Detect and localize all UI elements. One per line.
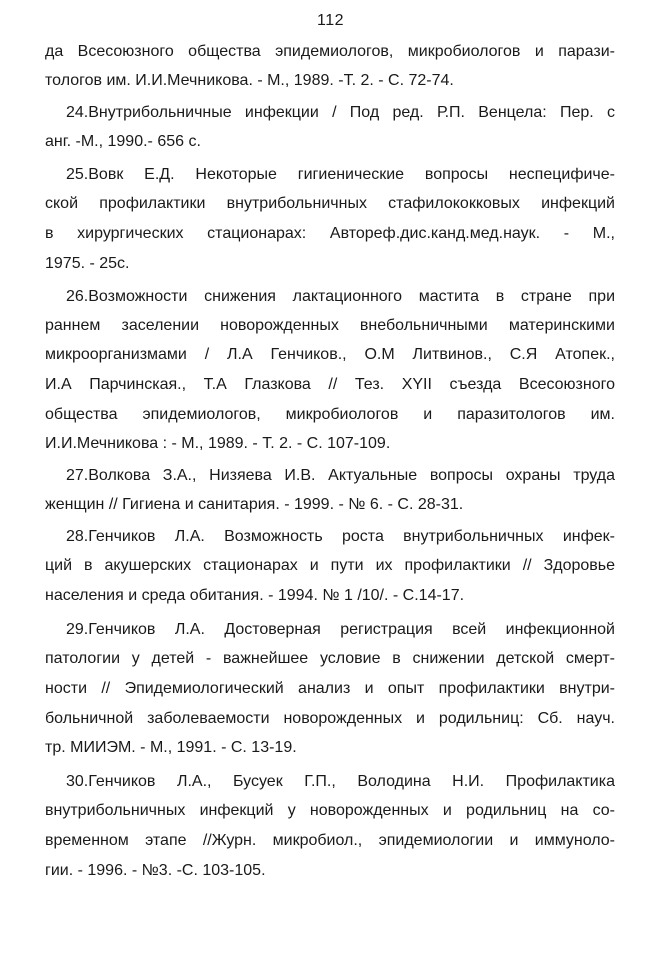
reference-line: 28.Генчиков Л.А. Возможность роста внутрибольничных инфек- xyxy=(66,528,615,545)
reference-line: И.А Парчинская., Т.А Глазкова // Тез. XYII съезда Всесоюзного xyxy=(45,376,615,393)
reference-line: 30.Генчиков Л.А., Бусуек Г.П., Володина Н.И. Профилактика xyxy=(66,773,615,790)
reference-line: внутрибольничных инфекций у новорожденных и родильниц на со- xyxy=(45,802,615,819)
reference-line: 24.Внутрибольничные инфекции / Под ред. Р.П. Венцела: Пер. с xyxy=(66,104,615,121)
reference-line: раннем заселении новорожденных внебольничными материнскими xyxy=(45,317,615,334)
reference-line: патологии у детей - важнейшее условие в снижении детской смерт- xyxy=(45,650,615,667)
reference-line: 25.Вовк Е.Д. Некоторые гигиенические вопросы неспецифиче- xyxy=(66,166,615,183)
reference-line: микроорганизмами / Л.А Генчиков., О.М Литвинов., С.Я Атопек., xyxy=(45,346,615,363)
reference-line: И.И.Мечникова : - М., 1989. - Т. 2. - С. 107-109. xyxy=(45,435,391,452)
reference-line: 1975. - 25с. xyxy=(45,255,130,272)
reference-line: 29.Генчиков Л.А. Достоверная регистрация всей инфекционной xyxy=(66,621,615,638)
reference-line: тологов им. И.И.Мечникова. - М., 1989. -Т. 2. - С. 72-74. xyxy=(45,72,454,89)
reference-line: женщин // Гигиена и санитария. - 1999. - № 6. - С. 28-31. xyxy=(45,496,464,513)
reference-line: ности // Эпидемиологический анализ и опыт профилактики внутри- xyxy=(45,680,615,697)
reference-line: ской профилактики внутрибольничных стафилококковых инфекций xyxy=(45,195,615,212)
reference-line: тр. МИИЭМ. - М., 1991. - С. 13-19. xyxy=(45,739,297,756)
reference-line: в хирургических стационарах: Автореф.дис.канд.мед.наук. - М., xyxy=(45,225,615,242)
reference-line: 27.Волкова З.А., Низяева И.В. Актуальные вопросы охраны труда xyxy=(66,467,615,484)
reference-line: гии. - 1996. - №3. -С. 103-105. xyxy=(45,862,266,879)
reference-line: временном этапе //Журн. микробиол., эпидемиологии и иммуноло- xyxy=(45,832,615,849)
reference-line: да Всесоюзного общества эпидемиологов, микробиологов и парази- xyxy=(45,43,615,60)
page-number: 112 xyxy=(316,12,344,29)
reference-line: анг. -М., 1990.- 656 с. xyxy=(45,133,201,150)
reference-line: больничной заболеваемости новорожденных и родильниц: Сб. науч. xyxy=(45,710,615,727)
reference-line: ций в акушерских стационарах и пути их профилактики // Здоровье xyxy=(45,557,615,574)
reference-line: общества эпидемиологов, микробиологов и паразитологов им. xyxy=(45,406,615,423)
reference-line: населения и среда обитания. - 1994. № 1 /10/. - С.14-17. xyxy=(45,587,465,604)
reference-line: 26.Возможности снижения лактационного мастита в стране при xyxy=(66,288,615,305)
